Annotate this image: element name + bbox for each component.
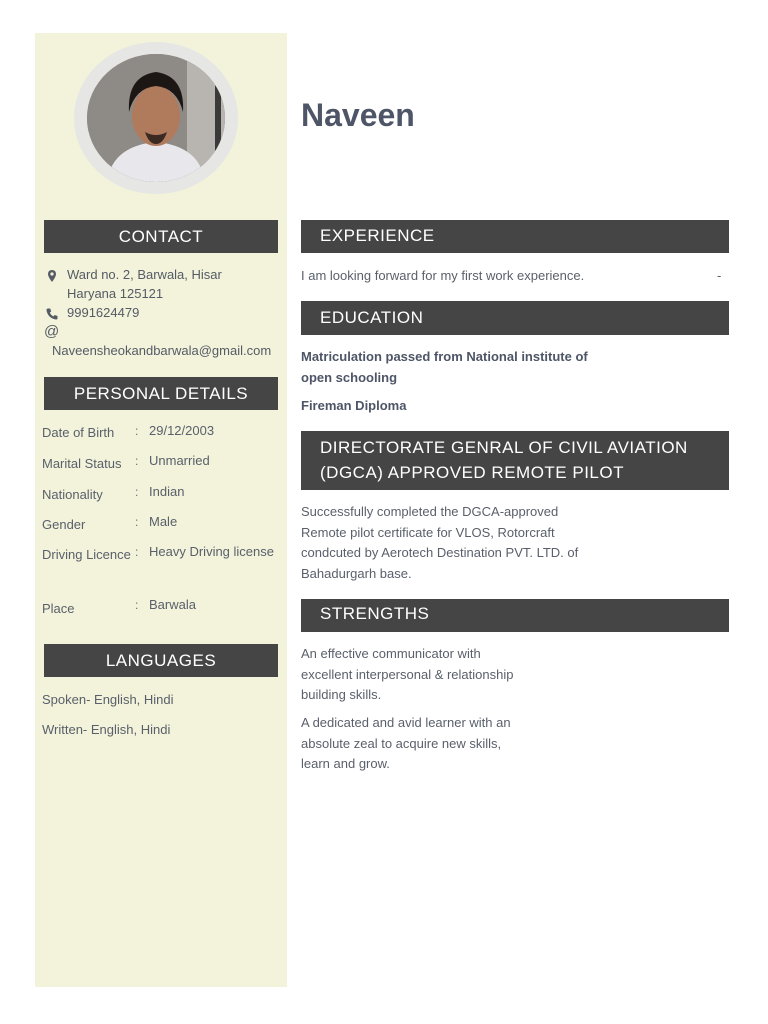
experience-dash: - (717, 268, 722, 283)
education-heading: EDUCATION (301, 301, 729, 335)
experience-heading: EXPERIENCE (301, 220, 729, 253)
nationality-value: Indian (149, 484, 185, 499)
gender-colon: : (135, 515, 139, 529)
personal-details-heading: PERSONAL DETAILS (44, 377, 278, 410)
address-line2: Haryana 125121 (67, 286, 164, 301)
driving-licence-value: Heavy Driving license (149, 544, 274, 559)
contact-heading: CONTACT (44, 220, 278, 253)
strengths-heading: STRENGTHS (301, 599, 729, 632)
education-item-fireman-diploma: Fireman Diploma (301, 398, 407, 413)
place-value: Barwala (149, 597, 196, 612)
address-line1: Ward no. 2, Barwala, Hisar (67, 267, 222, 282)
education-item-matriculation: Matriculation passed from National institute of open schooling (301, 349, 588, 385)
gender-value: Male (149, 514, 178, 529)
place-label: Place (42, 601, 75, 616)
strength-item-learner: A dedicated and avid learner with an absolute zeal to acquire new skills, learn and grow. (301, 715, 511, 771)
location-pin-icon (45, 269, 59, 283)
marital-status-label: Marital Status (42, 456, 122, 471)
candidate-name: Naveen (301, 97, 415, 133)
strength-item-communicator: An effective communicator with excellent interpersonal & relationship building skills. (301, 646, 514, 702)
marital-status-value: Unmarried (149, 453, 210, 468)
place-colon: : (135, 598, 139, 612)
spoken-languages: Spoken- English, Hindi (42, 692, 174, 707)
gender-label: Gender (42, 517, 86, 532)
driving-licence-colon: : (135, 545, 139, 559)
phone-number: 9991624479 (67, 305, 140, 320)
nationality-label: Nationality (42, 487, 103, 502)
sidebar (35, 33, 287, 987)
profile-photo (87, 54, 225, 182)
profile-photo-image (87, 54, 225, 182)
dgca-certificate-text: Successfully completed the DGCA-approved Remote pilot certificate for VLOS, Rotorcraft condcuted by Aerotech Destination PVT. LTD. of Bahadurgarh base. (301, 504, 579, 581)
dob-value: 29/12/2003 (149, 423, 215, 438)
marital-status-colon: : (135, 454, 139, 468)
phone-icon (45, 307, 59, 321)
dgca-certificate-heading: DIRECTORATE GENRAL OF CIVIL AVIATION (DGCA) APPROVED REMOTE PILOT CERTIFICATE (301, 431, 729, 490)
email-at-icon: @ (44, 323, 60, 340)
driving-licence-label: Driving Licence (42, 547, 131, 562)
experience-text: I am looking forward for my first work experience. (301, 268, 585, 283)
email-address: Naveensheokandbarwala@gmail.com (52, 343, 272, 358)
dob-colon: : (135, 424, 139, 438)
languages-heading: LANGUAGES (44, 644, 278, 677)
written-languages: Written- English, Hindi (42, 722, 171, 737)
nationality-colon: : (135, 485, 139, 499)
dob-label: Date of Birth (42, 425, 115, 440)
